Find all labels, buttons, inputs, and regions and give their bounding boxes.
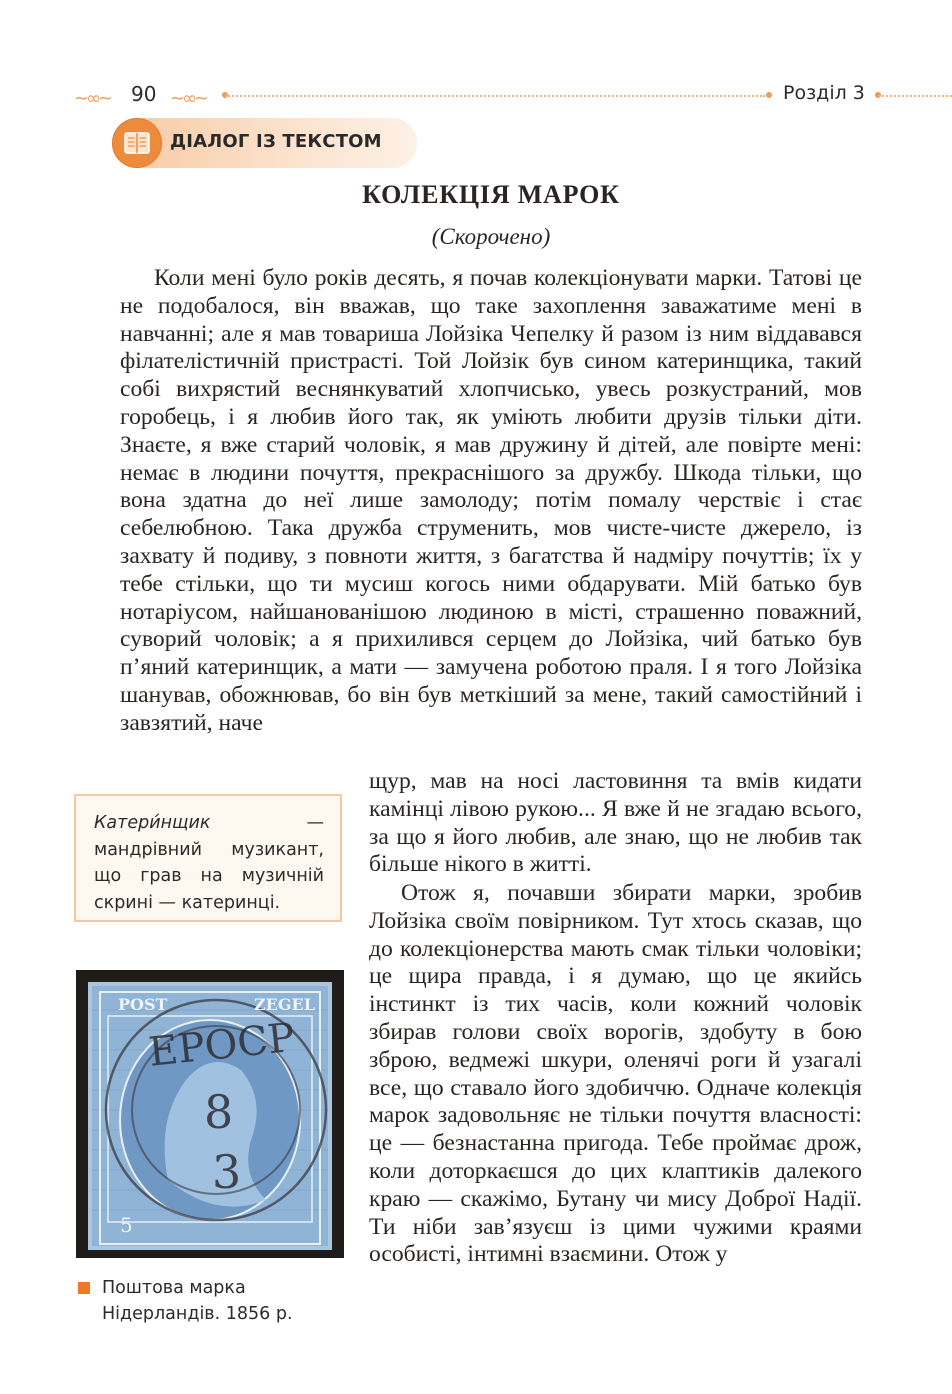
section-label: ДІАЛОГ ІЗ ТЕКСТОМ bbox=[170, 131, 382, 152]
figure-caption bbox=[78, 1275, 348, 1327]
divider-dot bbox=[766, 92, 772, 98]
header-divider-right bbox=[878, 95, 952, 97]
article-subtitle: (Скорочено) bbox=[431, 224, 551, 249]
stamp-top-left-text: POST bbox=[118, 995, 168, 1014]
stamp-value: 5 bbox=[120, 1213, 133, 1237]
open-book-icon bbox=[112, 118, 162, 168]
paragraph-1: Коли мені було років десять, я почав колекціонувати марки. Татові це не подобалося, він вважав, що таке захоплення заважатиме мені в навчанні; але я мав товариша Лойзіка Чепелку й разом із ним віддавався філателістичній пристрасті. Той Лойзік був сином катеринщика, такий собі вихрястий веснянкуватий хлопчисько, увесь розкустраний, мов горобець, і я любив його так, як уміють любити друзів тільки діти. Знаєте, я вже старий чоловік, я мав дружину й дітей, але повірте мені: немає в людини почуття, прекраснішого за дружбу. Шкода тільки, що вона здатна до неї лише замолоду; потім помалу черствіє і стає себелюбною. Така дружба струменить, мов чисте-чисте джерело, із захвату й подиву, з повноти життя, з багатства й надміру почуттів; їх у тебе стільки, що ти мусиш когось ними обдарувати. Мій батько був нотаріусом, найшанованішою людиною в місті, страшенно поважний, суворий чоловік; а я прихилився серцем до Лойзіка, чий батько був п’яний катеринщик, а мати — замучена роботою праля. І я того Лойзіка шанував, обожнював, бо він був меткіший за мене, такий самостійний і завзятий, наче bbox=[120, 265, 862, 736]
postmark-digit-2: 3 bbox=[212, 1145, 242, 1199]
stamp-image bbox=[76, 970, 344, 1258]
caption-bullet-icon bbox=[78, 1282, 90, 1294]
page-header bbox=[0, 80, 952, 110]
postmark-text: ЕРОСР bbox=[146, 1014, 297, 1076]
definition-box bbox=[74, 794, 342, 922]
chapter-label: Розділ 3 bbox=[783, 82, 865, 104]
article-title: КОЛЕКЦІЯ МАРОК bbox=[362, 180, 620, 209]
definition-text: — мандрівний музикант, що грав на музичній скрині — катеринці. bbox=[94, 813, 324, 913]
definition-term: Катери́нщик bbox=[94, 813, 211, 833]
right-ornament-icon: ~∞~ bbox=[170, 88, 207, 109]
header-divider bbox=[225, 95, 765, 97]
caption-text: Поштова марка Нідерландів. 1856 р. bbox=[102, 1278, 293, 1324]
stamp-top-right-text: ZEGEL bbox=[254, 995, 315, 1014]
paragraph-2: Отож я, почавши збирати марки, зробив Лойзіка своїм повірником. Тут хтось сказав, що до колекціонерства мають смак тільки чоловіки; це щира правда, і я думаю, що це якийсь інстинкт із тих часів, коли кожний чоловік збирав голови своїх ворогів, здобуту в бою зброю, ведмежі шкури, оленячі роги й узагалі все, що ставало його здобиччю. Одначе колекція марок задовольняє не тільки почуття власності: це — безнастанна пригода. Тебе проймає дрож, коли доторкаєшся до цих клаптиків далекого краю — скажімо, Бутану чи мису Доброї Надії. Ти ніби зав’язуєш із цими чужими краями особисті, інтимні взаємини. Отож у bbox=[369, 880, 862, 1268]
section-banner bbox=[112, 118, 417, 168]
paragraph-1-continued: щур, мав на носі ластовиння та вмів кидати камінці лівою рукою... Я вже й не згадаю всього, за що я його любив, але знаю, що не любив так більше нікого в житті. bbox=[369, 768, 862, 878]
page-number: 90 bbox=[131, 82, 157, 106]
left-ornament-icon: ~∞~ bbox=[74, 88, 111, 109]
postmark-digit-1: 8 bbox=[204, 1085, 234, 1139]
